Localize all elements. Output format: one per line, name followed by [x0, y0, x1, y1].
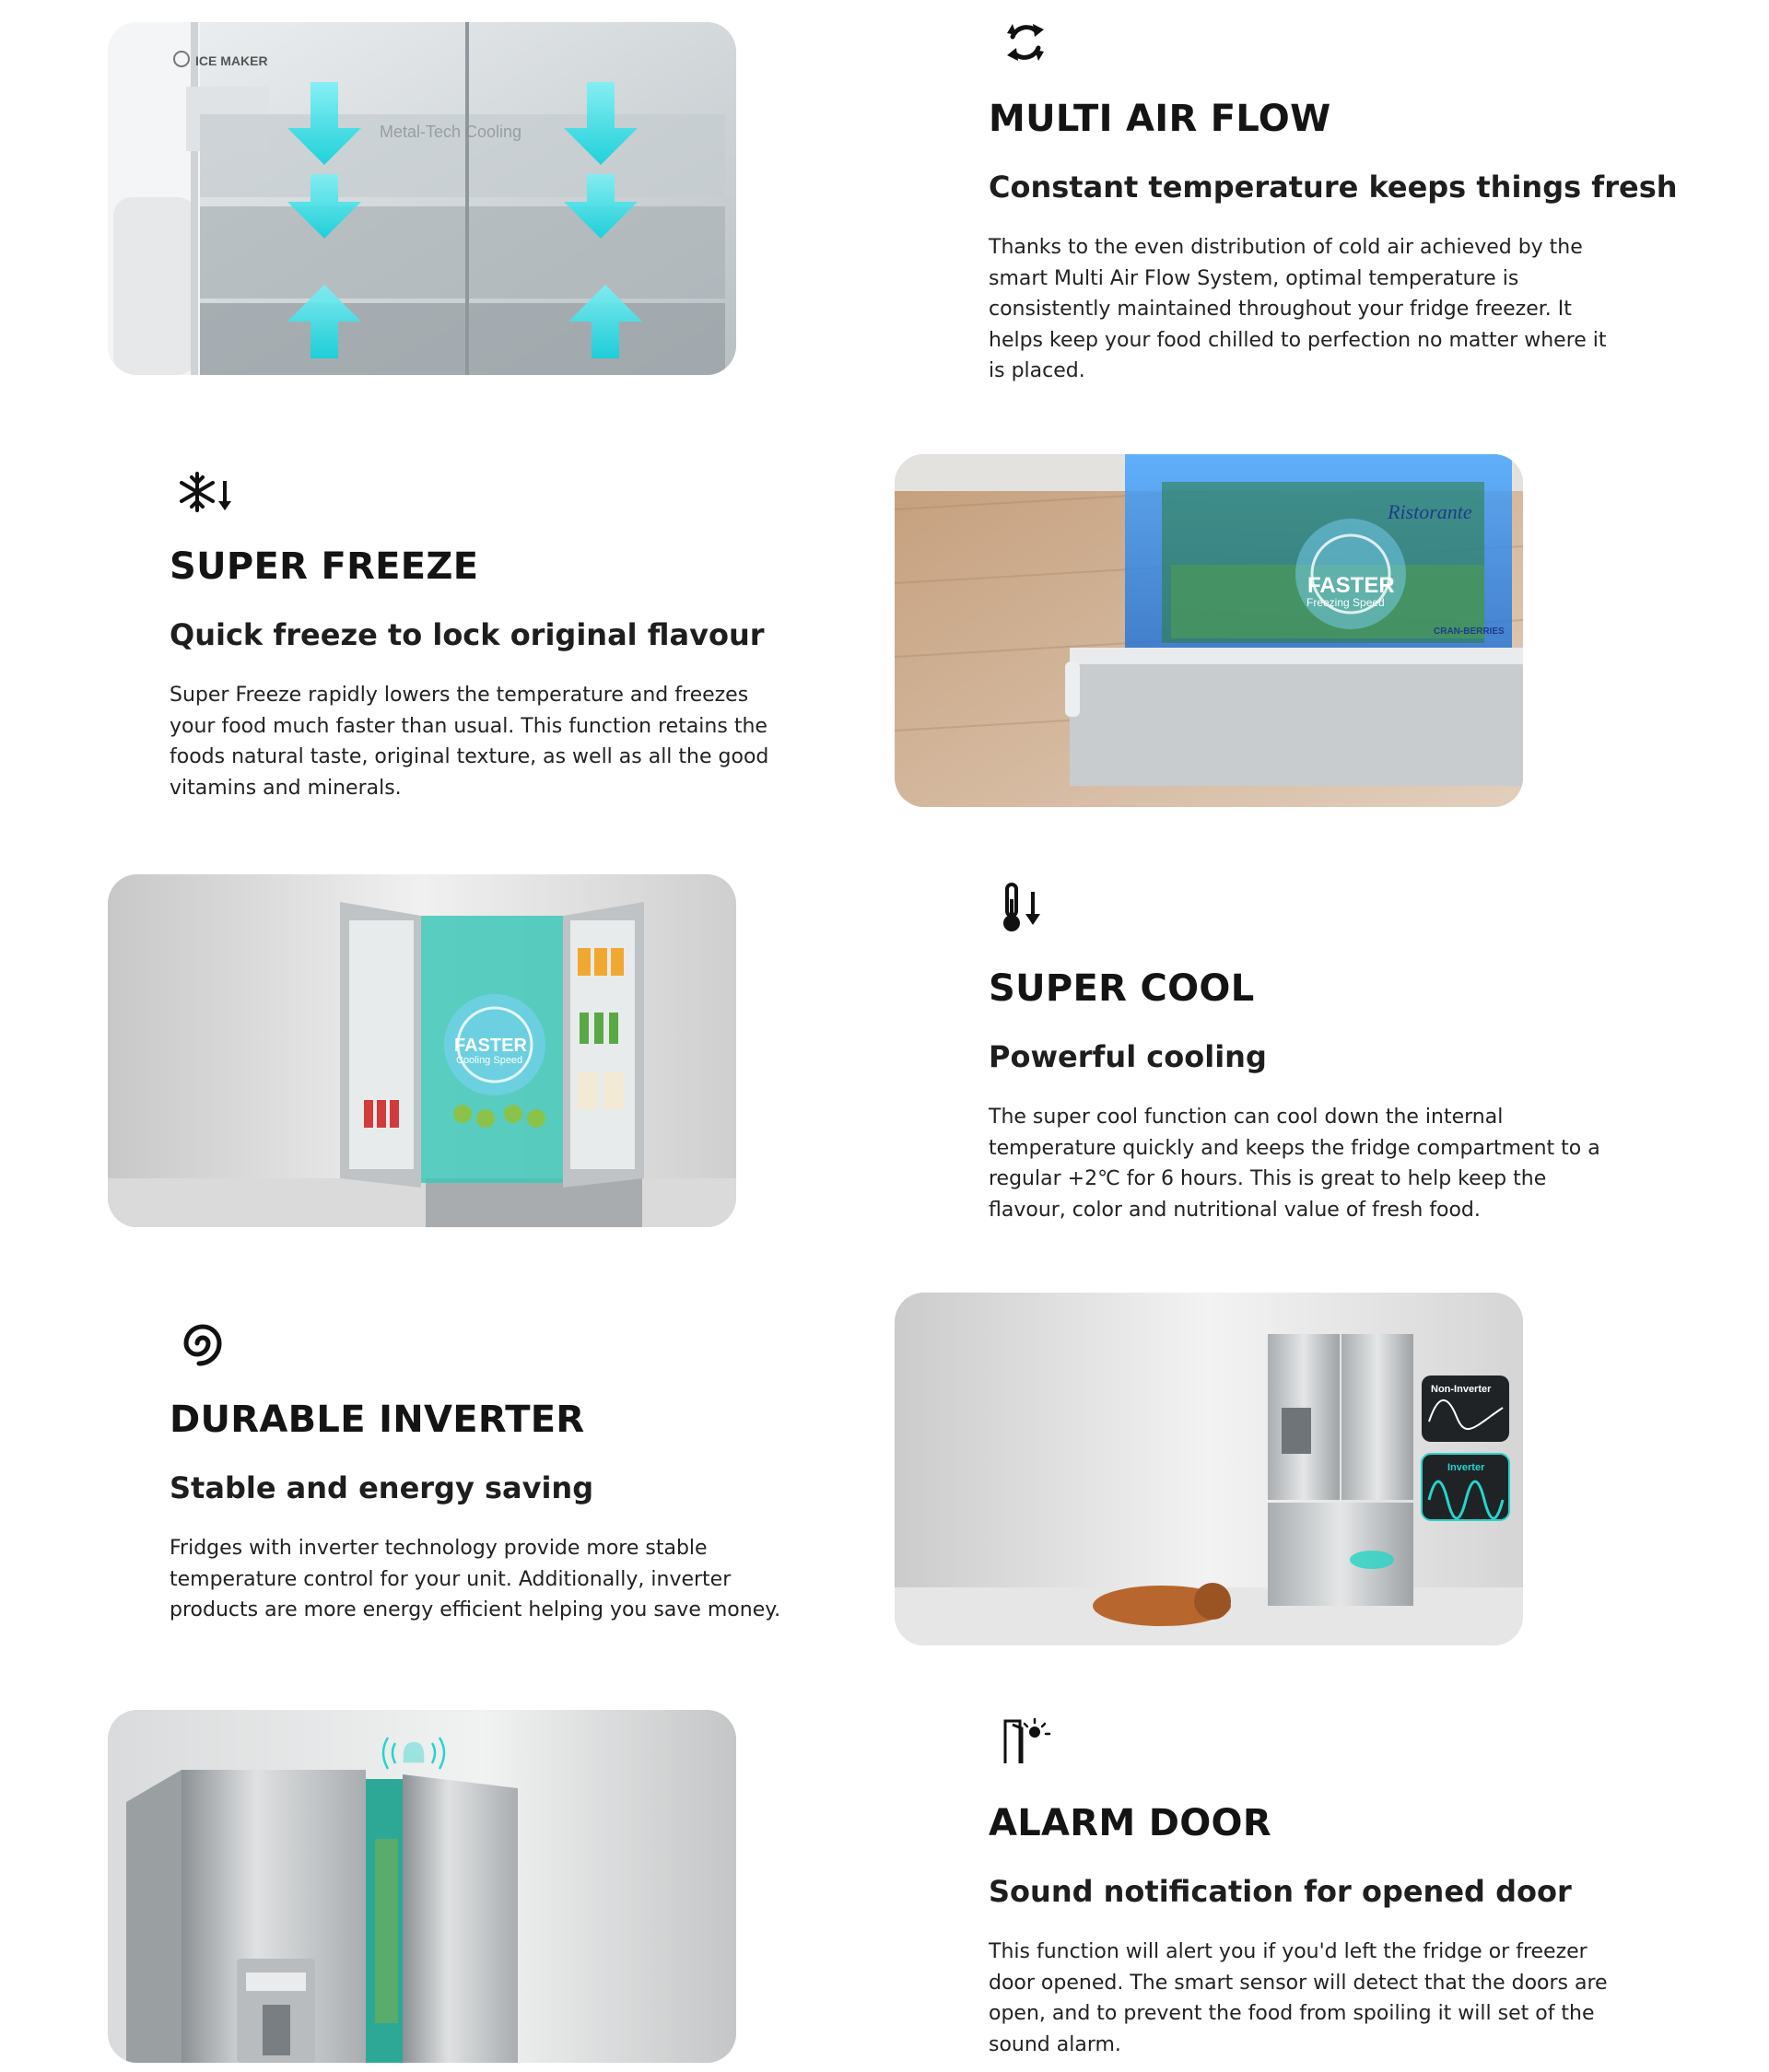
- super-freeze-title: SUPER FREEZE: [170, 545, 479, 588]
- durable-inverter-image: [895, 1293, 1523, 1645]
- durable-inverter-section: [170, 1317, 796, 1649]
- durable-inverter-title: DURABLE INVERTER: [170, 1399, 585, 1441]
- multi-air-flow-title: MULTI AIR FLOW: [989, 98, 1331, 140]
- super-cool-subtitle: Powerful cooling: [989, 1039, 1267, 1074]
- snowflake-down-icon: [177, 470, 232, 516]
- super-cool-image: [108, 874, 736, 1227]
- alarm-door-subtitle: Sound notification for opened door: [989, 1874, 1572, 1909]
- alarm-door-section: [989, 1715, 1615, 2066]
- spiral-icon: [177, 1317, 228, 1369]
- multi-air-flow-body: Thanks to the even distribution of cold air achieved by the smart Multi Air Flow System, optimal temperature is consistently maintained throughout your fridge freezer. It helps keep your food chilled to perfection no matter where it is placed.: [989, 236, 1607, 382]
- super-cool-section: [989, 883, 1615, 1233]
- durable-inverter-body: Fridges with inverter technology provide more stable temperature control for your unit. Additionally, inverter products are more energy efficient helping you save money.: [170, 1537, 781, 1621]
- faster-badge-label: FASTER: [1307, 573, 1395, 598]
- inverter-label: Inverter: [1447, 1462, 1485, 1473]
- non-inverter-label: Non-Inverter: [1431, 1384, 1492, 1395]
- faster-cool-badge: FASTER: [454, 1036, 527, 1056]
- metal-tech-caption: Metal-Tech Cooling: [380, 123, 522, 141]
- durable-inverter-subtitle: Stable and energy saving: [170, 1470, 594, 1505]
- multi-air-flow-image: [108, 22, 736, 375]
- super-freeze-body: Super Freeze rapidly lowers the temperature and freezes your food much faster than usual. This function retains the foods natural taste, original texture, as well as all the good vitamins and minerals.: [170, 684, 769, 800]
- super-freeze-section: [170, 466, 796, 816]
- cranberries-label: CRAN-BERRIES: [1434, 626, 1505, 637]
- cooling-speed-label: Cooling Speed: [456, 1055, 523, 1066]
- thermometer-down-icon: [1000, 883, 1051, 934]
- super-cool-body: The super cool function can cool down the internal temperature quickly and keeps the fridge compartment to a regular +2℃ for 6 hours. This is great to help keep the flavour, color and nutritional value of fresh food.: [989, 1106, 1600, 1222]
- super-freeze-image: [895, 454, 1523, 807]
- alarm-door-body: This function will alert you if you'd left the fridge or freezer door opened. The smart sensor will detect that the doors are open, and to prevent the food from spoiling it will set of the sound alarm.: [989, 1940, 1608, 2056]
- ice-maker-label: ICE MAKER: [195, 53, 268, 68]
- super-cool-title: SUPER COOL: [989, 967, 1255, 1010]
- alarm-door-title: ALARM DOOR: [989, 1802, 1271, 1844]
- super-freeze-subtitle: Quick freeze to lock original flavour: [170, 617, 765, 652]
- door-alarm-icon: [1000, 1715, 1051, 1767]
- multi-air-flow-section: [989, 17, 1678, 404]
- freezing-speed-label: Freezing Speed: [1306, 596, 1385, 609]
- multi-air-flow-subtitle: Constant temperature keeps things fresh: [989, 170, 1678, 205]
- airflow-cycle-icon: [1000, 17, 1051, 68]
- pizza-brand-label: Ristorante: [1388, 500, 1472, 523]
- alarm-door-image: [108, 1710, 736, 2063]
